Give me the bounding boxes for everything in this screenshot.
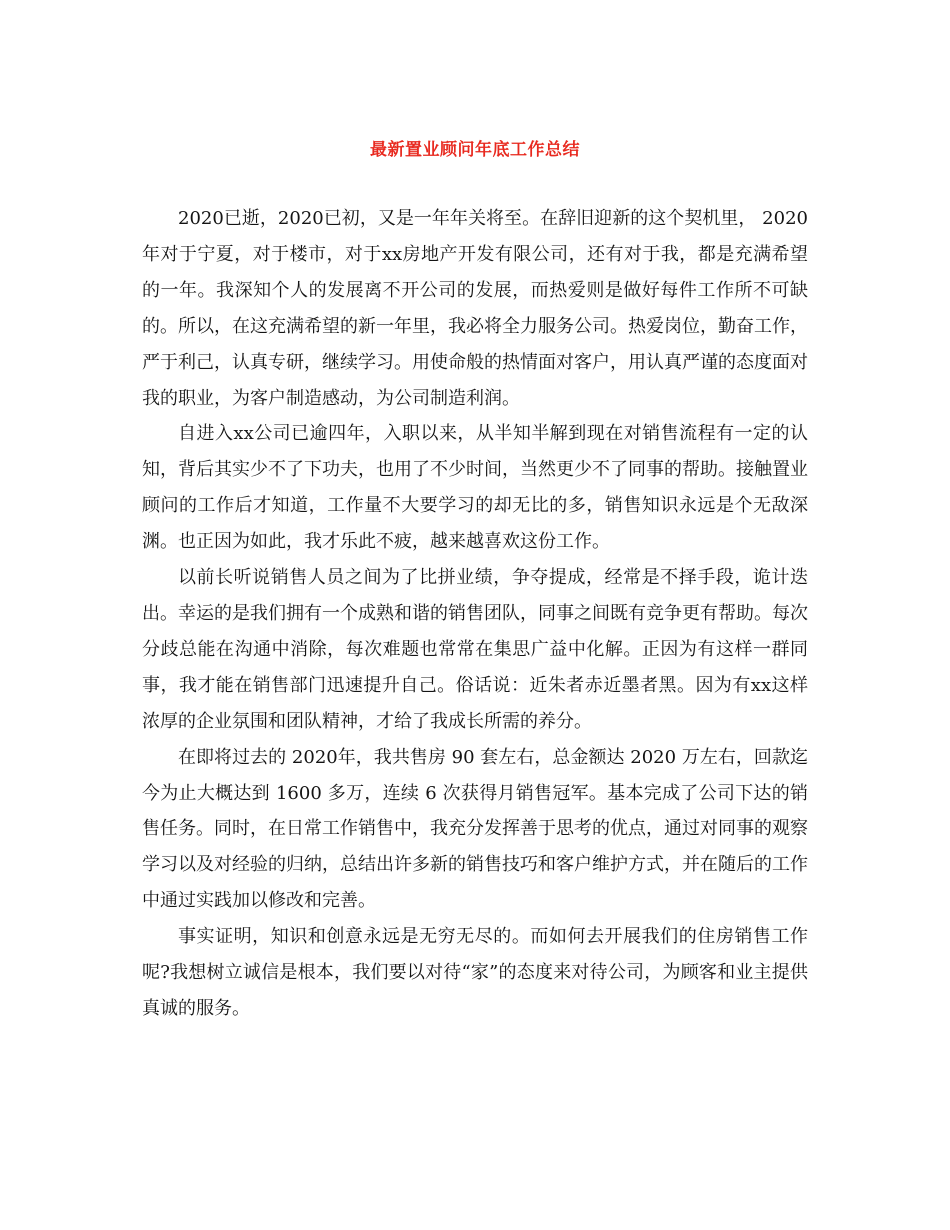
paragraph-4: 在即将过去的 2020年，我共售房 90 套左右，总金额达 2020 万左右，回款迄今为止大概达到 1600 多万，连续 6 次获得月销售冠军。基本完成了公司下达的销售任务。同时，在日常工作销售中，我充分发挥善于思考的优点，通过对同事的观察学习以及对经验的归纳，总结出许多新的销售技巧和客户维护方式，并在随后的工作中通过实践加以修改和完善。	[142, 746, 808, 912]
document-title: 最新置业顾问年底工作总结	[370, 140, 580, 160]
paragraph-2: 自进入xx公司已逾四年，入职以来，从半知半解到现在对销售流程有一定的认知，背后其实少不了下功夫，也用了不少时间，当然更少不了同事的帮助。接触置业顾问的工作后才知道，工作量不大要学习的却无比的多，销售知识永远是个无敌深渊。也正因为如此，我才乐此不疲，越来越喜欢这份工作。	[142, 423, 808, 553]
paragraph-5: 事实证明，知识和创意永远是无穷无尽的。而如何去开展我们的住房销售工作呢?我想树立诚信是根本，我们要以对待“家”的态度来对待公司，为顾客和业主提供真诚的服务。	[142, 926, 808, 1019]
paragraph-3: 以前长听说销售人员之间为了比拼业绩，争夺提成，经常是不择手段，诡计迭出。幸运的是我们拥有一个成熟和谐的销售团队，同事之间既有竞争更有帮助。每次分歧总能在沟通中消除，每次难题也常常在集思广益中化解。正因为有这样一群同事，我才能在销售部门迅速提升自己。俗话说：近朱者赤近墨者黑。因为有xx这样浓厚的企业氛围和团队精神，才给了我成长所需的养分。	[142, 567, 808, 732]
paragraph-1: 2020已逝，2020已初，又是一年年关将至。在辞旧迎新的这个契机里， 2020年对于宁夏，对于楼市，对于xx房地产开发有限公司，还有对于我，都是充满希望的一年。我深知个人的发展离不开公司的发展，而热爱则是做好每件工作所不可缺的。所以，在这充满希望的新一年里，我必将全力服务公司。热爱岗位，勤奋工作，严于利己，认真专研，继续学习。用使命般的热情面对客户，用认真严谨的态度面对我的职业，为客户制造感动，为公司制造利润。	[142, 208, 808, 409]
document-body	[142, 201, 808, 1027]
